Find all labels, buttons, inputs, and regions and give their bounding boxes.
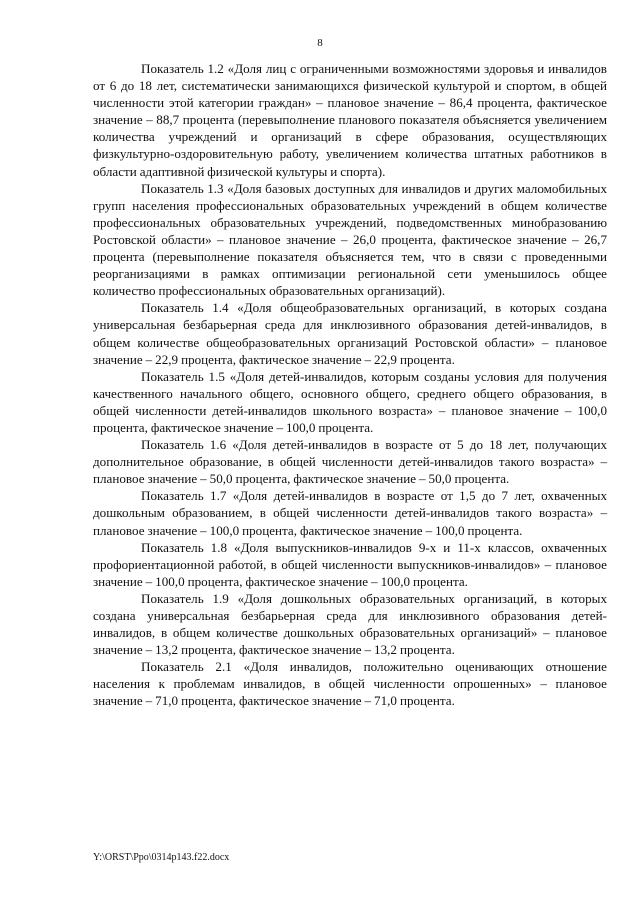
page-number: 8 <box>317 37 323 49</box>
paragraph-indicator-1-7: Показатель 1.7 «Доля детей-инвалидов в возрасте от 1,5 до 7 лет, охваченных дошкольным образованием, в общей численности детей-инвалидов такого возраста» – плановое значение – 100,0 процента, фактическое значение – 100,0 процента. <box>93 488 607 538</box>
paragraph-indicator-1-3: Показатель 1.3 «Доля базовых доступных для инвалидов и других маломобильных групп населения профессиональных образовательных учреждений в общем количестве профессиональных образовательных учреждений, подведомственных минобразованию Ростовской области» – плановое значение – 26,0 процента, фактическое значение – 26,7 процента (перевыполнение показателя объясняется тем, что в связи с проведенными реорганизациями в рамках оптимизации региональной сети уменьшилось общее количество профессиональных образовательных организаций). <box>93 180 607 299</box>
paragraph-indicator-1-4: Показатель 1.4 «Доля общеобразовательных организаций, в которых создана универсальная безбарьерная среда для инклюзивного образования детей-инвалидов, в общем количестве общеобразовательных организаций Ростовской области» – плановое значение – 22,9 процента, фактическое значение – 22,9 процента. <box>93 300 607 367</box>
paragraph-indicator-1-9: Показатель 1.9 «Доля дошкольных образовательных организаций, в которых создана универсальная безбарьерная среда для инклюзивного образования детей-инвалидов, в общем количестве дошкольных образовательных организаций» – плановое значение – 13,2 процента, фактическое значение – 13,2 процента. <box>93 590 607 658</box>
paragraph-indicator-1-2: Показатель 1.2 «Доля лиц с ограниченными возможностями здоровья и инвалидов от 6 до 18 лет, систематически занимающихся физической культурой и спортом, в общей численности этой категории граждан» – плановое значение – 86,4 процента, фактическое значение – 88,7 процента (перевыполнение планового показателя объясняется увеличением количества учреждений и организаций в сфере образования, осуществляющих физкультурно-оздоровительную работу, увеличением количества штатных работников в области адаптивной физической культуры и спорта). <box>93 61 607 179</box>
paragraph-indicator-1-5: Показатель 1.5 «Доля детей-инвалидов, которым созданы условия для получения качественного начального общего, основного общего, среднего общего образования, в общей численности детей-инвалидов школьного возраста» – плановое значение – 100,0 процента, фактическое значение – 100,0 процента. <box>93 368 607 435</box>
paragraph-indicator-1-6: Показатель 1.6 «Доля детей-инвалидов в возрасте от 5 до 18 лет, получающих дополнительное образование, в общей численности детей-инвалидов такого возраста» – плановое значение – 50,0 процента, фактическое значение – 50,0 процента. <box>93 437 607 487</box>
footer-file-path: Y:\ORST\Ppo\0314p143.f22.docx <box>93 852 230 863</box>
paragraph-indicator-2-1: Показатель 2.1 «Доля инвалидов, положительно оценивающих отношение населения к проблемам инвалидов, в общей численности опрошенных» – плановое значение – 71,0 процента, фактическое значение – 71,0 процента. <box>93 659 607 709</box>
paragraph-indicator-1-8: Показатель 1.8 «Доля выпускников-инвалидов 9-х и 11-х классов, охваченных профориентационной работой, в общей численности выпускников-инвалидов» – плановое значение – 100,0 процента, фактическое значение – 100,0 процента. <box>93 539 607 589</box>
document-body <box>93 60 607 710</box>
